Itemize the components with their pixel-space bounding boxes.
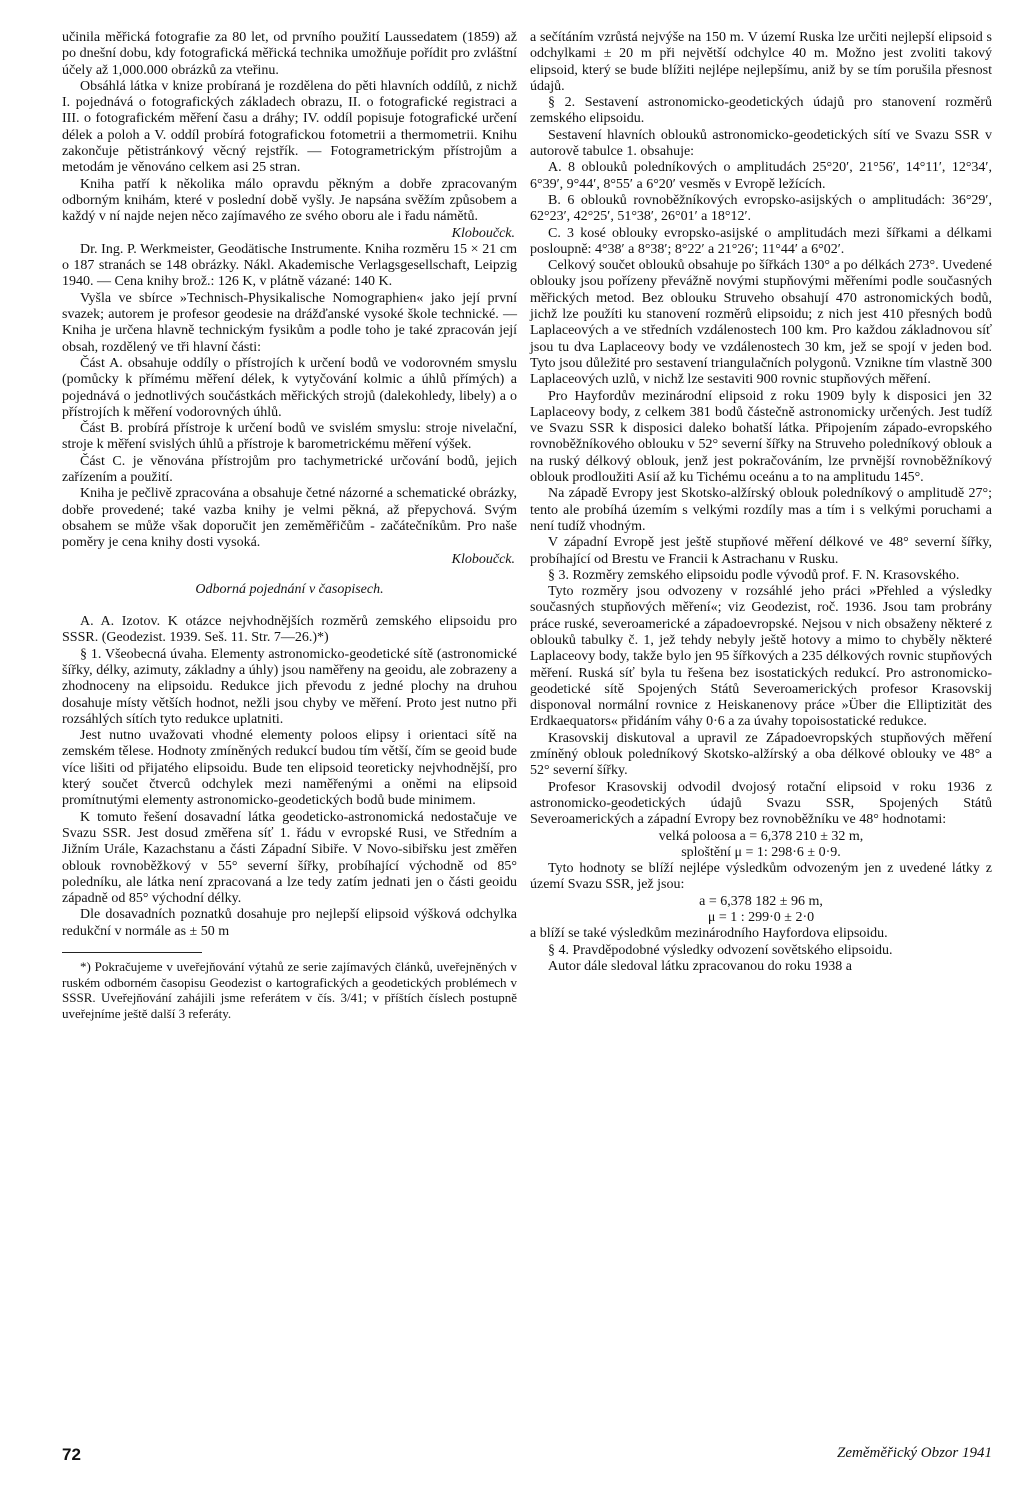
paragraph: K tomuto řešení dosavadní látka geodeticko-astronomická nedostačuje ve Svazu SSR. Jest dosud změřena síť 1. řádu v evropské Rusi, ve Středním a Jižním Urále, Kazachstanu a části Západní Sibiře. V Novo-sibiřsku jest změřen oblouk rovnoběžkový v 55° severní šířky, probíhající východně od 85° poledníku, ale látka není zpracovaná a lze tedy zatím jednati jen o části geoidu západně od 85° východní délky.: [62, 809, 517, 907]
paragraph: B. 6 oblouků rovnoběžníkových evropsko-asijských o amplitudách: 36°29′, 62°23′, 42°25′, 51°38′, 26°01′ a 18°12′.: [530, 192, 992, 225]
paragraph: Kniha patří k několika málo opravdu pěkným a dobře zpracovaným odborným knihám, které v poslední době vyšly. Je napsána svěžím způsobem a každý v ní najde nejen něco zajímavého ze svého oboru ale i řadu námětů.: [62, 176, 517, 225]
left-column: [62, 30, 517, 1021]
journal-title: Zeměměřický Obzor 1941: [837, 1445, 992, 1461]
paragraph: Část C. je věnována přístrojům pro tachymetrické určování bodů, jejich zařízením a použití.: [62, 453, 517, 486]
paragraph: V západní Evropě jest ještě stupňové měření délkové ve 48° severní šířky, probíhající od Brestu ve Francii k Astrachanu v Rusku.: [530, 535, 992, 567]
paragraph: Obsáhlá látka v knize probíraná je rozdělena do pěti hlavních oddílů, z nichž I. pojednává o fotografických základech obrazu, II. o fotografické registraci a III. o fotografickém měření času a dráhy; IV. oddíl popisuje fotografické určení délek a poloh a V. oddíl probírá fotografickou fotometrii a thermometrii. Knihu zakončuje pětistránkový věcný rejstřík. — Fotogrametrickým přístrojům a metodám je věnováno celkem asi 25 stran.: [62, 78, 517, 176]
paragraph: Část A. obsahuje oddíly o přístrojích k určení bodů ve vodorovném smyslu (pomůcky k přímému měření délek, k vytyčování kolmic a úhlů přímých) a pojednává o jednotlivých součástkách měřických strojů (dalekohledy, libely) a o přístrojích k měření vodorovných úhlů.: [62, 355, 517, 420]
paragraph: Vyšla ve sbírce »Technisch-Physikalische Nomographien« jako její první svazek; autorem je profesor geodesie na drážďanské vysoké škole technické. — Kniha je určena hlavně technickým fysikům a podle toho je také zpracován její obsah, rozdělený ve tři hlavní části:: [62, 290, 517, 355]
paragraph: Kniha je pečlivě zpracována a obsahuje četné názorné a schematické obrázky, dobře provedené; také vazba knihy je velmi pěkná, až přepychová. Svým obsahem se může však doporučit jen zeměměřičům - začátečníkům. Pro naše poměry je cena knihy dosti vysoká.: [62, 486, 517, 551]
paragraph: Na západě Evropy jest Skotsko-alžírský oblouk poledníkový o amplitudě 27°; tento ale probíhá územím s velkými rozdíly mas a tím i s velkými poruchami a není tudíž vhodným.: [530, 486, 992, 534]
paragraph: Dr. Ing. P. Werkmeister, Geodätische Instrumente. Kniha rozměru 15 × 21 cm o 187 stranách se 148 obrázky. Nákl. Akademische Verlagsgesellschaft, Leipzig 1940. — Cena knihy brož.: 126 K, v plátně vázané: 140 K.: [62, 241, 517, 290]
paragraph: Profesor Krasovskij odvodil dvojosý rotační elipsoid v roku 1936 z astronomicko-geodetických údajů Svazu SSR, Spojených Států Severoamerických a západní Evropy bez rovnoběžníku ve 48° hodnotami:: [530, 779, 992, 828]
paragraph: Jest nutno uvažovati vhodné elementy poloos elipsy i orientaci sítě na zemském tělese. Hodnoty zmíněných redukcí budou tím větší, čím se geoid bude více lišiti od přijatého elipsoidu. Bude ten elipsoid teoreticky nejvhodnější, pro který součet čtverců odchylek mezi naměřenými a oněmi na elipsoid promítnutými elementy astronomicko-geodetických bodů bude minimem.: [62, 728, 517, 809]
footnote: *) Pokračujeme v uveřejňování výtahů ze serie zajímavých článků, uveřejněných v ruském odborném časopisu Geodezist o kartografických a geodetických problémech v SSSR. Uveřejňování zahájili jsme referátem v čís. 3/41; v příštích číslech postupně uveřejníme ještě další 3 referáty.: [62, 959, 517, 1021]
reviewer-signature: Kloboučck.: [451, 551, 515, 567]
paragraph: učinila měřická fotografie za 80 let, od prvního použití Laussedatem (1859) až po dnešní dobu, kdy fotografická měřická technika umožňuje pořídit pro zvláštní účely až 1,000.000 obrázků za vteřinu.: [62, 30, 517, 78]
paragraph: a blíží se také výsledkům mezinárodního Hayfordova elipsoidu.: [530, 926, 888, 942]
paragraph: A. 8 oblouků poledníkových o amplitudách 25°20′, 21°56′, 14°11′, 12°34′, 6°39′, 9°44′, 8°55′ a 6°20′ vesměs v Evropě ležících.: [530, 160, 992, 192]
paragraph: a sečítáním vzrůstá nejvýše na 150 m. V území Ruska lze určiti nejlepší elipsoid s odchylkami ± 20 m při největší odchylce 40 m. Možno jest zvoliti takový elipsoid, který se bude blížiti nejlépe nejlepšímu, aniž by se tím porušila přesnost údajů.: [530, 30, 992, 94]
paragraph: A. A. Izotov. K otázce nejvhodnějších rozměrů zemského elipsoidu pro SSSR. (Geodezist. 1939. Seš. 11. Str. 7—26.)*): [62, 614, 517, 646]
footnote-rule: [62, 952, 202, 953]
paragraph: Celkový součet oblouků obsahuje po šířkách 130° a po délkách 273°. Uvedené oblouky jsou pořízeny převážně novými stupňovými měřeními podle současných měřických metod. Bez oblouku Struveho obsahují 470 astronomických bodů, jichž lze použíti ku stanovení rozměrů elipsoidu; z nich jest 410 přesných bodů Laplaceových a ve středních vzdálenostech 100 km. Pro každou základnovou síť jsou tu dva Laplaceovy body ve vzdálenostech 30 km, jež se spojí v jeden bod. Tyto jsou důležité pro sestavení triangulačních polygonů. Vznikne tím vlastně 300 Laplaceových uzlů, v nichž lze sestaviti 900 rovnic stupňových měření.: [530, 258, 992, 388]
right-column: [530, 30, 992, 975]
paragraph: Tyto hodnoty se blíží nejlépe výsledkům odvozeným jen z uvedené látky z území Svazu SSR, jež jsou:: [530, 861, 992, 893]
section-heading: Odborná pojednání v časopisech.: [195, 581, 384, 597]
formula-line: μ = 1 : 299·0 ± 2·0: [707, 910, 815, 926]
paragraph: § 4. Pravděpodobné výsledky odvození sovětského elipsoidu.: [548, 942, 893, 958]
paragraph: § 3. Rozměry zemského elipsoidu podle vývodů prof. F. N. Krasovského.: [548, 567, 960, 583]
paragraph: Pro Hayfordův mezinárodní elipsoid z roku 1909 byly k disposici jen 32 Laplaceovy body, z celkem 381 bodů částečně astronomicky určených. Jest tudíž ve Svazu SSR k disposici daleko bohatší látka. Připojením západo-evropského rovnoběžníkového oblouku v 52° severní šířky na Struveho poledníkový oblouk a na ruský délkový oblouk, jenž jest pokračováním, lze prvnější rovnoběžníkový oblouk prodloužiti Asií až ku Tichému oceánu a to na amplitudu 145°.: [530, 388, 992, 486]
page-number: 72: [62, 1445, 81, 1464]
formula-line: velká poloosa a = 6,378 210 ± 32 m,: [658, 828, 864, 844]
paragraph: § 2. Sestavení astronomicko-geodetických údajů pro stanovení rozměrů zemského elipsoidu.: [530, 95, 992, 127]
paragraph: Krasovskij diskutoval a upravil ze Západoevropských stupňových měření zmíněný oblouk poledníkový Skotsko-alžírský a oba délkové oblouky ve 48° a 52° severní šířky.: [530, 730, 992, 779]
paragraph: Sestavení hlavních oblouků astronomicko-geodetických sítí ve Svazu SSR v autorově tabulce 1. obsahuje:: [530, 127, 992, 160]
formula-line: a = 6,378 182 ± 96 m,: [699, 893, 823, 909]
reviewer-signature: Kloboučck.: [451, 225, 515, 241]
paragraph: § 1. Všeobecná úvaha. Elementy astronomicko-geodetické sítě (astronomické šířky, délky, azimuty, základny a úhly) jsou naměřeny na geoidu, ale zobrazeny a zhodnoceny na elipsoidu. Redukce jich převodu z jedné plochy na druhou dosahuje místy větších hodnot, nežli jsou chyby ve měření. Proto jest nutno při rozsáhlých sítích tyto redukce uplatniti.: [62, 646, 517, 727]
paragraph: C. 3 kosé oblouky evropsko-asijské o amplitudách mezi šířkami a délkami posloupně: 4°38′ a 8°38′; 8°22′ a 21°26′; 11°44′ a 6°02′.: [530, 225, 992, 257]
paragraph: Část B. probírá přístroje k určení bodů ve svislém smyslu: stroje nivelační, stroje k měření svislých úhlů a přístroje k barometrickému měření výšek.: [62, 421, 517, 453]
paragraph: Dle dosavadních poznatků dosahuje pro nejlepší elipsoid výšková odchylka redukční v normále as ± 50 m: [62, 907, 517, 939]
paragraph: Tyto rozměry jsou odvozeny v rozsáhlé jeho práci »Přehled a výsledky současných stupňových měření«; viz Geodezist, roč. 1936. Jsou tam probrány práce ruské, severoamerické a západoevropské. Nejsou v nich obsaženy některé z oblouků tabulky č. 1, jež tehdy nebyly ještě hotovy a mimo to chyběly některé Laplaceovy body, takže bylo jen 95 šířkových a 235 délkových rovnic stupňových měření. Ruská síť byla tu řešena bez isostatických redukcí. Pro astronomicko-geodetické sítě Spojených Států Severoamerických profesor Krasovskij disponoval normální rovnice z Heiskanenovy práce »Über die Elliptizität des Erdkaequators« přidáním váhy 0·6 a za úvahy topoisostatické redukce.: [530, 584, 992, 730]
paragraph: Autor dále sledoval látku zpracovanou do roku 1938 a: [548, 958, 853, 974]
formula-line: sploštění μ = 1: 298·6 ± 0·9.: [681, 844, 841, 860]
page-footer: [62, 1445, 992, 1469]
